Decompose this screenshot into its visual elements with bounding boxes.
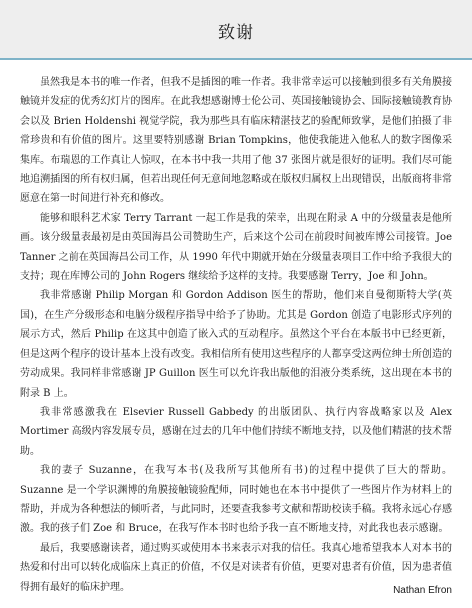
header-divider — [0, 58, 472, 60]
paragraph-1: 虽然我是本书的唯一作者，但我不是插图的唯一作者。我非常幸运可以接触到很多有关角膜接触镜并发症的优秀幻灯片的图库。在此我想感谢博士伦公司、英国接触镜协会、国际接触镜教育协会以及 Brien Holdenshi 视觉学院，我为那些具有临床精湛技艺的验配师致掌，是他们拍摄了非常珍贵和有价值的图片。这里要特别感谢 Brian Tompkins，他使我能进入他私人的数字图像采集库。布瑞恩的工作真让人惊叹，在本书中我一共用了他 37 张图片就是很好的证明。我们尽可能地追溯插图的所有权归属，但若出现任何无意间地忽略或在版权归属权上出现错误，出版商将非常愿意在第一时间进行补充和修改。 — [20, 77, 452, 205]
author-signature: Nathan Efron — [393, 585, 452, 596]
paragraph-2: 能够和眼科艺术家 Terry Tarrant 一起工作是我的荣幸，出现在附录 A 中的分级量表是他所画。该分级量表最初是由英国海昌公司赞助生产，后来这个公司在前段时间被库博公司接管。Joe Tanner 之前在英国海昌公司工作，从 1990 年代中期就开始在分级量表项目工作中给予我很大的支持；现在库博公司的 John Rogers 继续给予这样的支持。我要感谢 Terry，Joe 和 John。 — [20, 212, 452, 283]
page-title: 致谢 — [218, 23, 254, 43]
paragraph-4: 我非常感激我在 Elsevier Russell Gabbedy 的出版团队、执行内容战略家以及 Alex Mortimer 高级内容发展专员，感谢在过去的几年中他们持续不断地支持，以及他们精湛的技术帮助。 — [20, 406, 452, 457]
body-text — [20, 73, 452, 597]
paragraph-5: 我的妻子 Suzanne，在我写本书(及我所写其他所有书)的过程中提供了巨大的帮助。Suzanne 是一个学识渊博的角膜接触镜验配师，同时她也在本书中提供了一些图片作为材料上的帮助，并成为各种想法的倾听者，与此同时，还要查我参考文献和帮助校读手稿。我将永远心存感激。我的孩子们 Zoe 和 Bruce，在我写作本书时也给予我一直不断地支持，对此我也表示感谢。 — [20, 465, 452, 535]
paragraph-3: 我非常感谢 Philip Morgan 和 Gordon Addison 医生的帮助，他们来自曼彻斯特大学(英国)，在生产分级形态和电脑分级程序指导中给予了协助。尤其是 Gordon 创造了电影形式序列的展示方式，然后 Philip 在这其中创造了嵌入式的互动程序。虽然这个平台在本版书中已经更新，但是这两个程序的设计基本上没有改变。我相信所有使用这些程序的人都享受这两位绅士所创造的劳动成果。我同样非常感谢 JP Guillon 医生可以允许我出版他的泪液分类系统，这出现在本书的附录 B 上。 — [20, 290, 452, 399]
paragraph-6: 最后，我要感谢读者，通过购买或使用本书来表示对我的信任。我真心地希望我本人对本书的热爱和付出可以转化成临床上真正的价值，不仅是对读者有价值，更要对患者有价值，因为患者值得拥有最好的临床护理。 — [20, 542, 452, 593]
